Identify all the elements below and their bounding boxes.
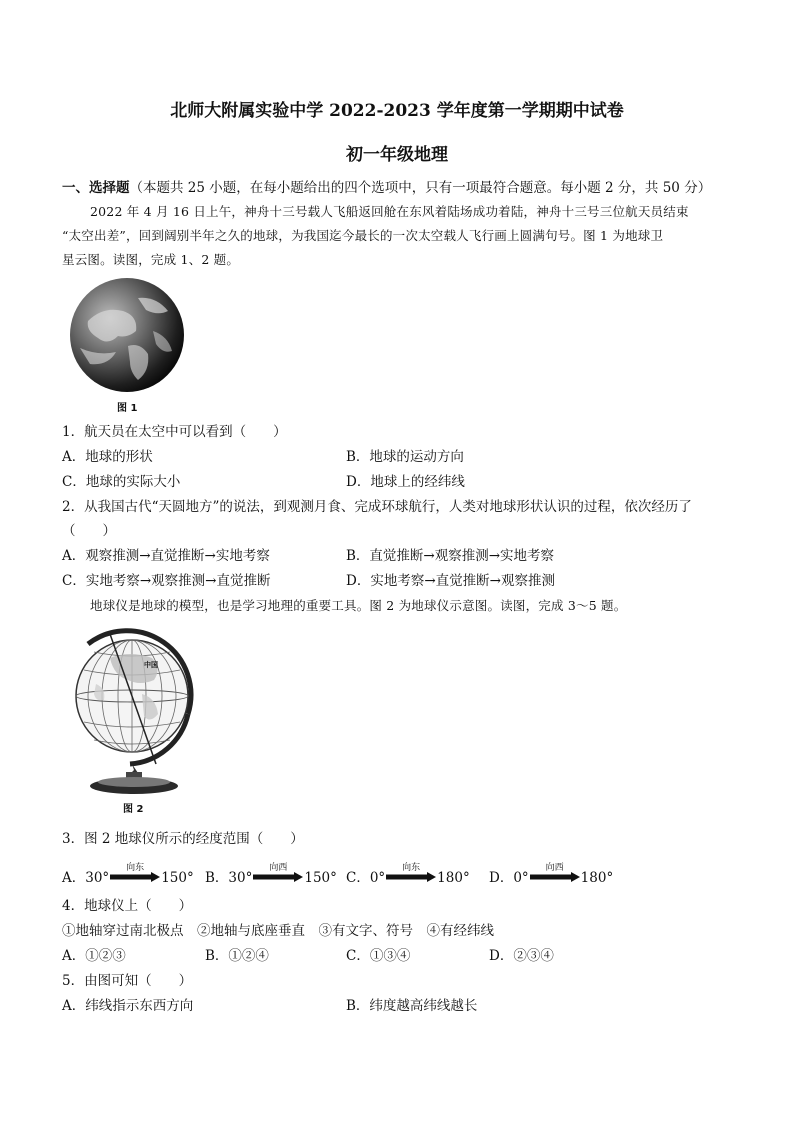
q2-stem-blank: （ ） <box>62 523 116 539</box>
passage2-line1: 地球仪是地球的模型，也是学习地理的重要工具。图 2 为地球仪示意图。读图，完成 3～5 题。 <box>90 598 627 613</box>
q3-d-start: D．0° <box>489 870 529 886</box>
q3-a-start: A．30° <box>62 870 110 886</box>
right-arrow-icon <box>386 872 436 882</box>
passage1-line2: “太空出差”，回到阔别半年之久的地球，为我国迄今最长的一次太空载人飞行画上圆满句号。图 1 为地球卫 <box>62 228 664 243</box>
q5-option-b[interactable]: B．纬度越高纬线越长 <box>346 998 478 1014</box>
q1-option-a[interactable]: A．地球的形状 <box>62 449 153 465</box>
q4-option-d[interactable]: D．②③④ <box>489 948 554 964</box>
q4-stem: 4．地球仪上（ ） <box>62 898 193 914</box>
section-heading <box>62 176 711 196</box>
subject-title: 初一年级地理 <box>346 145 448 165</box>
right-arrow-icon <box>530 872 580 882</box>
passage1-line3: 星云图。读图，完成 1、2 题。 <box>62 252 240 267</box>
q2-stem: 2．从我国古代“天圆地方”的说法，到观测月食、完成环球航行，人类对地球形状认识的过程，依次经历了 <box>62 499 692 515</box>
q3-a-arrow <box>110 863 160 885</box>
q3-c-direction: 向东 <box>402 863 421 873</box>
q3-b-end: 150° <box>304 870 337 886</box>
q3-option-d[interactable] <box>489 863 614 886</box>
q5-stem: 5．由图可知（ ） <box>62 973 193 989</box>
q3-c-start: C．0° <box>346 870 386 886</box>
q4-option-c[interactable]: C．①③④ <box>346 948 411 964</box>
q3-b-start: B．30° <box>205 870 253 886</box>
globe-label-china: 中国 <box>144 661 158 669</box>
q3-a-end: 150° <box>161 870 194 886</box>
q2-option-b[interactable]: B．直觉推断→观察推测→实地考察 <box>346 548 555 564</box>
q3-a-direction: 向东 <box>126 863 145 873</box>
q1-stem: 1．航天员在太空中可以看到（ ） <box>62 424 287 440</box>
earth-satellite-image <box>68 276 186 394</box>
q2-option-a[interactable]: A．观察推测→直觉推断→实地考察 <box>62 548 270 564</box>
section-note: （本题共 25 小题，在每小题给出的四个选项中，只有一项最符合题意。每小题 2 分，共 50 分） <box>129 180 712 196</box>
q2-option-d[interactable]: D．实地考察→直觉推断→观察推测 <box>346 573 555 589</box>
q3-d-direction: 向西 <box>545 863 564 873</box>
q1-option-d[interactable]: D．地球上的经纬线 <box>346 474 465 490</box>
right-arrow-icon <box>253 872 303 882</box>
q3-c-arrow <box>386 863 436 885</box>
q3-d-end: 180° <box>580 870 614 886</box>
globe-diagram <box>70 624 200 796</box>
figure1-caption: 图 1 <box>117 403 138 414</box>
q3-d-arrow <box>530 863 580 885</box>
q3-option-a[interactable] <box>62 863 194 886</box>
q3-stem: 3．图 2 地球仪所示的经度范围（ ） <box>62 831 304 847</box>
section-label: 一、选择题 <box>62 180 130 196</box>
q1-option-b[interactable]: B．地球的运动方向 <box>346 449 464 465</box>
q4-option-b[interactable]: B．①②④ <box>205 948 269 964</box>
q3-b-arrow <box>253 863 303 885</box>
figure2-caption: 图 2 <box>123 804 144 815</box>
right-arrow-icon <box>110 872 160 882</box>
q4-option-a[interactable]: A．①②③ <box>62 948 126 964</box>
q3-option-b[interactable] <box>205 863 337 886</box>
q3-b-direction: 向西 <box>269 863 288 873</box>
q4-statements: ①地轴穿过南北极点 ②地轴与底座垂直 ③有文字、符号 ④有经纬线 <box>62 923 494 939</box>
q1-option-c[interactable]: C．地球的实际大小 <box>62 474 181 490</box>
passage1-line1: 2022 年 4 月 16 日上午，神舟十三号载人飞船返回舱在东风着陆场成功着陆，神舟十三号三位航天员结束 <box>90 204 689 219</box>
q2-option-c[interactable]: C．实地考察→观察推测→直觉推断 <box>62 573 271 589</box>
q5-option-a[interactable]: A．纬线指示东西方向 <box>62 998 194 1014</box>
q3-c-end: 180° <box>437 870 470 886</box>
q3-option-c[interactable] <box>346 863 470 886</box>
exam-title: 北师大附属实验中学 2022-2023 学年度第一学期期中试卷 <box>170 101 624 121</box>
